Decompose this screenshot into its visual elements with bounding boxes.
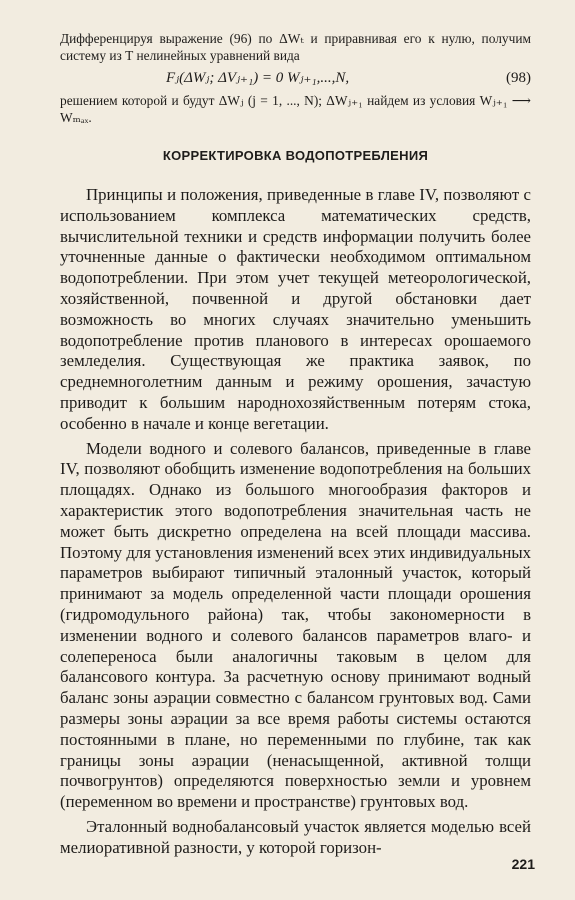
section-heading: КОРРЕКТИРОВКА ВОДОПОТРЕБЛЕНИЯ [162, 148, 429, 163]
equation-98 [60, 68, 531, 88]
paragraph-3: Эталонный воднобалансовый участок является моделью всей мелиоративной разности, у которой горизон- [60, 816, 531, 857]
intro-text: Дифференцируя выражение (96) по ΔWₜ и приравнивая его к нулю, получим систему из T нелинейных уравнений вида [60, 31, 531, 63]
page-number: 221 [511, 856, 535, 872]
intro-continuation: решением которой и будут ΔWⱼ (j = 1, ..., N); ΔWⱼ₊₁ найдем из условия Wⱼ₊₁ ⟶ Wₘₐₓ. [60, 93, 531, 125]
paragraph-2: Модели водного и солевого балансов, приведенные в главе IV, позволяют обобщить изменение водопотребления на больших площадях. Однако из большого многообразия факторов и характеристик этого водопотребления значительная часть не может быть дискретно определена на всей площади массива. Поэтому для установления изменений всех этих индивидуальных параметров выбирают типичный эталонный участок, который принимают за модель определенной части площади орошения (гидромодульного района) так, чтобы закономерности в изменении водного и солевого балансов параметров влаго- и солепереноса были аналогичны таковым в целом для балансового контура. За расчетную основу принимают водный баланс зоны аэрации совместно с балансом грунтовых вод. Сами размеры зоны аэрации за все время работы системы остаются постоянными в плане, но переменными по глубине, так как границы зоны аэрации (ненасыщенной, активной толщи почвогрунтов) определяются поверхностью земли и уровнем (переменном во времени и пространстве) грунтовых вод. [60, 438, 531, 812]
paragraph-1: Принципы и положения, приведенные в главе IV, позволяют с использованием комплекса математических средств, вычислительной техники и средств информации получить более уточненные данные о фактически необходимом оптимальном водопотреблении. При этом учет текущей метеорологической, хозяйственной, почвенной и другой обстановки дает возможность во многих случаях значительно уменьшить водопотребление против планового в интересах орошаемого земледелия. Существующая же практика заявок, по среднемноголетним данным и режиму орошения, зачастую приводит к большим народнохозяйственным потерям стока, особенно в начале и конце вегетации. [60, 185, 531, 433]
equation-number: (98) [506, 70, 531, 86]
equation-formula: Fⱼ(ΔWⱼ; ΔVⱼ₊₁) = 0 Wⱼ₊₁,...,N, [166, 70, 350, 86]
